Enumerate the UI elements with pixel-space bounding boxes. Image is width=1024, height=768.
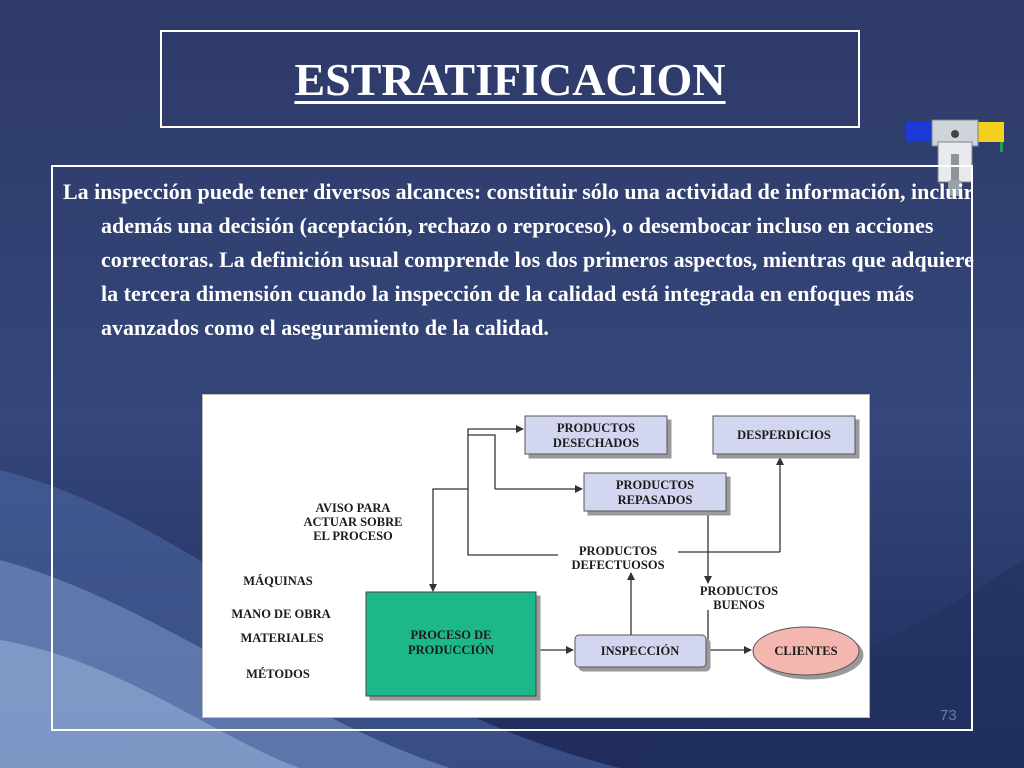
label-desechados-1: PRODUCTOS	[556, 421, 636, 435]
shape-clientes	[753, 627, 859, 675]
proceso-line-1: PROCESO DE	[410, 628, 492, 642]
label-repasados-1: PRODUCTOS	[615, 478, 695, 492]
box-desperdicios	[713, 416, 855, 454]
box-productos-desechados	[525, 416, 667, 454]
box-inspeccion	[575, 635, 706, 667]
label-desechados-2: DESECHADOS	[552, 436, 640, 450]
body-paragraph: La inspección puede tener diversos alcances: constituir sólo una actividad de información, incluir además una decisión (aceptación, rechazo o reproceso), o desembocar incluso en acciones correctoras. La definición usual comprende los dos primeros aspectos, mientras que adquiere la tercera dimensión cuando la inspección de la calidad está integrada en enfoques más avanzados como el aseguramiento de la calidad.	[63, 179, 974, 340]
box-productos-repasados	[584, 473, 726, 511]
input-metodos: MÉTODOS	[246, 667, 310, 681]
title-box	[160, 30, 860, 128]
aviso-line-2: ACTUAR SOBRE	[303, 515, 403, 529]
aviso-line-1: AVISO PARA	[315, 501, 391, 515]
slide-title: ESTRATIFICACION	[294, 53, 726, 105]
label-productos-defectuosos	[571, 544, 664, 572]
box-proceso-produccion	[366, 592, 536, 696]
flow-diagram	[202, 394, 870, 718]
input-mano-de-obra: MANO DE OBRA	[231, 607, 331, 621]
buenos-line-1: PRODUCTOS	[699, 584, 779, 598]
label-inspeccion: INSPECCIÓN	[600, 644, 680, 658]
input-maquinas: MÁQUINAS	[243, 574, 313, 588]
label-inputs	[231, 574, 330, 681]
label-clientes: CLIENTES	[774, 644, 838, 658]
input-materiales: MATERIALES	[240, 631, 324, 645]
page-number: 73	[940, 707, 957, 724]
label-aviso	[304, 501, 403, 543]
proceso-line-2: PRODUCCIÓN	[407, 643, 495, 657]
aviso-line-3: EL PROCESO	[313, 529, 393, 543]
buenos-line-2: BUENOS	[713, 598, 765, 612]
label-repasados-2: REPASADOS	[617, 493, 693, 507]
defectuosos-line-1: PRODUCTOS	[578, 544, 658, 558]
label-productos-buenos	[700, 584, 778, 612]
label-desperdicios: DESPERDICIOS	[737, 428, 831, 442]
defectuosos-line-2: DEFECTUOSOS	[571, 558, 665, 572]
